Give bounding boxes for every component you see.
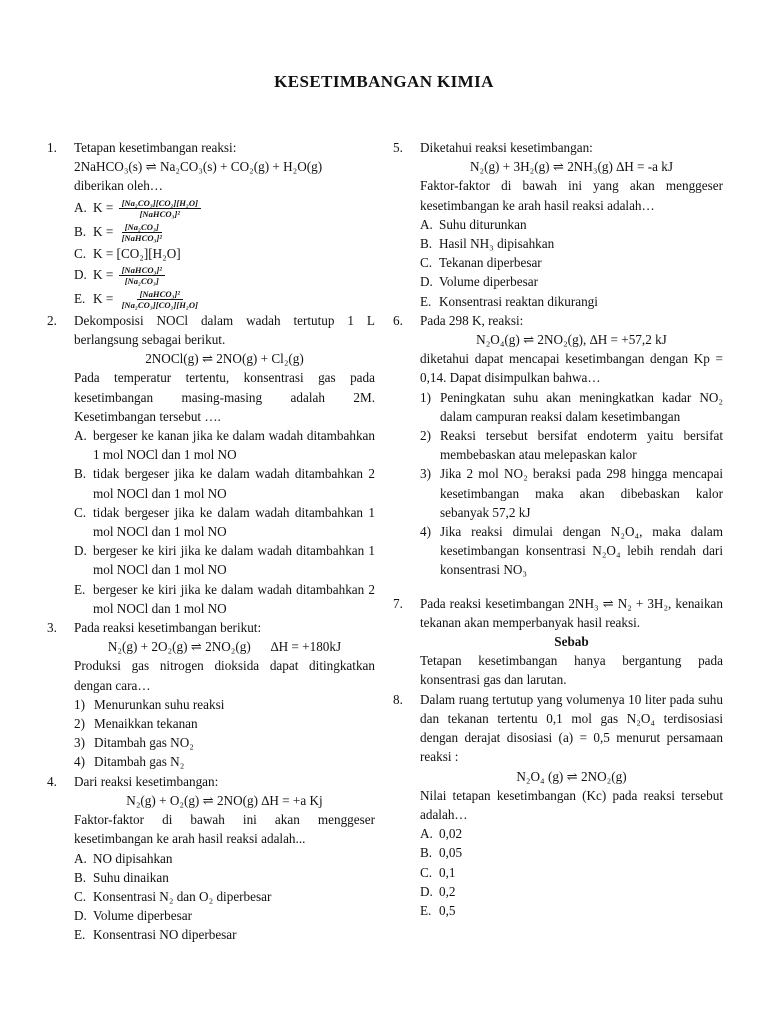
option-text: Menaikkan tekanan xyxy=(94,716,198,732)
option-text: Konsentrasi N₂ dan O₂ diperbesar xyxy=(93,888,272,904)
question-stem: Dari reaksi kesetimbangan: xyxy=(74,773,219,789)
option-a xyxy=(74,426,375,464)
fraction xyxy=(119,222,165,243)
fraction xyxy=(119,289,201,310)
question-8 xyxy=(393,690,723,920)
option-letter: E. xyxy=(74,927,86,943)
option-text: Konsentrasi reaktan dikurangi xyxy=(439,293,598,309)
option-text: bergeser ke kiri jika ke dalam wadah ditambahkan 1 mol NOCl dan 1 mol NO xyxy=(93,543,375,578)
fraction xyxy=(119,265,165,286)
fraction-numerator: [Na₂CO₃] xyxy=(122,222,162,233)
fraction-denominator: [Na₂CO₃][CO₂][H₂O] xyxy=(121,300,198,311)
option-text: bergeser ke kanan jika ke dalam wadah ditambahkan 1 mol NOCl dan 1 mol NO xyxy=(93,428,375,463)
option-letter: B. xyxy=(420,845,433,861)
reaction-equation: 2NaHCO₃(s) ⇌ Na₂CO₃(s) + CO₂(g) + H₂O(g) xyxy=(74,159,323,175)
option-letter: D. xyxy=(420,883,433,899)
option-a xyxy=(74,196,375,220)
option-text: 0,05 xyxy=(439,845,463,861)
question-stem: Pada reaksi kesetimbangan 2NH₃ ⇌ N₂ + 3H₂, kenaikan tekanan akan memperbanyak hasil reaksi. xyxy=(420,595,723,630)
option-e xyxy=(420,901,723,920)
option-letter: 3) xyxy=(420,466,431,482)
question-text: Nilai tetapan kesetimbangan (Kc) pada reaksi tersebut adalah… xyxy=(420,787,723,822)
option-text: Konsentrasi NO diperbesar xyxy=(93,927,237,943)
question-4 xyxy=(47,772,375,945)
option-e xyxy=(420,292,723,311)
option-letter: 4) xyxy=(74,754,85,770)
option-letter: A. xyxy=(74,428,87,444)
statement-1 xyxy=(74,695,375,714)
option-c xyxy=(74,244,375,263)
option-text: Menurunkan suhu reaksi xyxy=(94,696,225,712)
question-number: 7. xyxy=(393,595,403,611)
option-text: bergeser ke kiri jika ke dalam wadah ditambahkan 2 mol NOCl dan 1 mol NO xyxy=(93,581,375,616)
question-6 xyxy=(393,311,723,580)
statement-4 xyxy=(420,522,723,580)
option-text: NO dipisahkan xyxy=(93,850,173,866)
question-7 xyxy=(393,594,723,690)
question-stem: Pada 298 K, reaksi: xyxy=(420,312,524,328)
left-column xyxy=(47,138,375,945)
question-1 xyxy=(47,138,375,311)
option-text: Peningkatan suhu akan meningkatkan kadar NO₂ dalam campuran reaksi dalam kesetimbangan xyxy=(440,389,723,424)
option-letter: 1) xyxy=(420,389,431,405)
option-b xyxy=(74,220,375,244)
option-text: 0,5 xyxy=(439,902,456,918)
question-text: Pada temperatur tertentu, konsentrasi gas pada kesetimbangan masing-masing adalah 2M. Kesetimbangan tersebut …. xyxy=(74,370,375,424)
option-text: tidak bergeser jika ke dalam wadah ditambahkan 1 mol NOCl dan 1 mol NO xyxy=(93,504,375,540)
question-stem: Diketahui reaksi kesetimbangan: xyxy=(420,140,593,155)
option-text: Volume diperbesar xyxy=(439,274,539,290)
statement-2 xyxy=(74,714,375,733)
statement-3 xyxy=(74,733,375,752)
option-a xyxy=(420,215,723,234)
option-text: K = [CO₂][H₂O] xyxy=(93,245,181,261)
option-d xyxy=(74,263,375,287)
option-e xyxy=(74,925,375,944)
question-text: diketahui dapat mencapai kesetimbangan dengan Kp = 0,14. Dapat disimpulkan bahwa… xyxy=(420,351,723,386)
question-number: 4. xyxy=(47,773,57,789)
option-letter: A. xyxy=(420,826,433,842)
reaction-equation: N₂(g) + 3H₂(g) ⇌ 2NH₃(g) ∆H = -a kJ xyxy=(469,159,674,175)
option-b xyxy=(420,843,723,862)
option-text: Jika 2 mol NO₂ beraksi pada 298 hingga mencapai kesetimbangan maka akan dibebaskan kalor sebanyak 57,2 kJ xyxy=(440,466,723,520)
fraction-numerator: [NaHCO₃]² xyxy=(119,265,165,276)
right-column xyxy=(393,138,723,920)
option-d xyxy=(420,882,723,901)
option-letter: A. xyxy=(74,850,87,866)
option-letter: 4) xyxy=(420,524,431,540)
question-text: Produksi gas nitrogen dioksida dapat ditingkatkan dengan cara… xyxy=(74,658,375,693)
question-3 xyxy=(47,618,375,772)
question-number: 8. xyxy=(393,691,403,707)
option-letter: E. xyxy=(420,293,432,309)
option-text: Suhu dinaikan xyxy=(93,869,169,885)
question-stem: Tetapan kesetimbangan reaksi: xyxy=(74,140,237,155)
option-prefix: K = xyxy=(93,290,114,306)
option-c xyxy=(420,863,723,882)
option-letter: B. xyxy=(74,869,87,885)
reaction-equation: N₂(g) + O₂(g) ⇌ 2NO(g) ∆H = +a Kj xyxy=(126,792,323,808)
reaction-equation: N₂O₄(g) ⇌ 2NO₂(g), ∆H = +57,2 kJ xyxy=(476,332,667,348)
question-number: 5. xyxy=(393,140,403,155)
option-text: Suhu diturunkan xyxy=(439,216,527,232)
option-letter: 3) xyxy=(74,735,85,751)
reaction-equation: N₂O₄ (g) ⇌ 2NO₂(g) xyxy=(516,768,627,784)
reaction-equation: 2NOCl(g) ⇌ 2NO(g) + Cl₂(g) xyxy=(145,351,304,367)
question-text: diberikan oleh… xyxy=(74,178,163,194)
page-title: KESETIMBANGAN KIMIA xyxy=(274,72,494,91)
option-e xyxy=(74,287,375,311)
option-letter: 2) xyxy=(420,428,431,444)
question-number: 6. xyxy=(393,312,403,328)
option-text: 0,2 xyxy=(439,883,456,899)
option-letter: E. xyxy=(74,290,86,306)
option-letter: D. xyxy=(74,908,87,924)
option-letter: C. xyxy=(74,504,87,520)
spacer xyxy=(393,580,723,594)
option-letter: E. xyxy=(74,581,86,597)
option-c xyxy=(74,887,375,906)
option-c xyxy=(74,503,375,541)
option-text: tidak bergeser jika ke dalam wadah ditambahkan 2 mol NOCl dan 1 mol NO xyxy=(93,466,375,501)
fraction xyxy=(119,198,201,219)
option-text: Jika reaksi dimulai dengan N₂O₄, maka dalam kesetimbangan konsentrasi N₂O₄ lebih rendah dari konsentrasi NO₃ xyxy=(440,524,723,578)
option-text: Ditambah gas N₂ xyxy=(94,754,185,770)
option-letter: E. xyxy=(420,902,432,918)
option-c xyxy=(420,253,723,272)
fraction-denominator: [Na₂CO₃] xyxy=(124,276,159,287)
question-2 xyxy=(47,311,375,618)
option-text: Reaksi tersebut bersifat endoterm yaitu bersifat membebaskan atau melepaskan kalor xyxy=(440,428,723,463)
option-letter: C. xyxy=(420,255,433,271)
option-letter: D. xyxy=(74,543,87,559)
option-letter: 1) xyxy=(74,696,85,712)
question-text: Faktor-faktor di bawah ini akan menggeser kesetimbangan ke arah hasil reaksi adalah... xyxy=(74,812,375,847)
fraction-denominator: [NaHCO₃]² xyxy=(121,233,162,244)
question-stem: Pada reaksi kesetimbangan berikut: xyxy=(74,620,262,636)
option-d xyxy=(420,272,723,291)
option-e xyxy=(74,580,375,618)
question-5 xyxy=(393,138,723,311)
option-letter: A. xyxy=(420,216,433,232)
option-a xyxy=(420,824,723,843)
option-text: Ditambah gas NO₂ xyxy=(94,735,194,751)
fraction-numerator: [Na₂CO₃][CO₂][H₂O] xyxy=(119,198,201,209)
statement-3 xyxy=(420,464,723,522)
option-text: 0,02 xyxy=(439,826,463,842)
option-letter: A. xyxy=(74,199,87,215)
question-stem: Dalam ruang tertutup yang volumenya 10 liter pada suhu dan tekanan tertentu 0,1 mol gas N₂O₄ terdisosiasi dengan derajat disosiasi (a) = 0,5 menurut persamaan reaksi : xyxy=(420,691,723,765)
option-letter: C. xyxy=(420,864,433,880)
option-text: Tekanan diperbesar xyxy=(439,255,542,271)
fraction-denominator: [NaHCO₃]² xyxy=(139,209,180,220)
statement-2 xyxy=(420,426,723,464)
option-letter: D. xyxy=(420,274,433,290)
option-letter: C. xyxy=(74,888,87,904)
option-b xyxy=(420,234,723,253)
question-number: 3. xyxy=(47,620,57,636)
option-text: Hasil NH₃ dipisahkan xyxy=(439,236,555,252)
option-a xyxy=(74,849,375,868)
reason-text: Tetapan kesetimbangan hanya bergantung pada konsentrasi gas dan larutan. xyxy=(420,653,723,688)
option-text: 0,1 xyxy=(439,864,456,880)
option-d xyxy=(74,541,375,579)
option-prefix: K = xyxy=(93,266,114,282)
question-number: 1. xyxy=(47,140,57,155)
option-letter: 2) xyxy=(74,716,85,732)
question-text: Faktor-faktor di bawah ini yang akan menggeser kesetimbangan ke arah hasil reaksi adalah… xyxy=(420,178,723,213)
statement-4 xyxy=(74,752,375,771)
option-letter: C. xyxy=(74,245,87,261)
option-prefix: K = xyxy=(93,223,114,239)
statement-1 xyxy=(420,388,723,426)
sebab-label: Sebab xyxy=(554,634,589,650)
option-letter: B. xyxy=(74,466,87,482)
option-b xyxy=(74,464,375,502)
option-text: Volume diperbesar xyxy=(93,908,193,924)
question-stem: Dekomposisi NOCl dalam wadah tertutup 1 L berlangsung sebagai berikut. xyxy=(74,312,375,348)
option-letter: B. xyxy=(74,223,87,239)
reaction-equation: N₂(g) + 2O₂(g) ⇌ 2NO₂(g) ∆H = +180kJ xyxy=(107,639,342,655)
option-d xyxy=(74,906,375,925)
option-letter: D. xyxy=(74,266,87,282)
option-prefix: K = xyxy=(93,199,114,215)
fraction-numerator: [NaHCO₃]² xyxy=(137,289,183,300)
option-letter: B. xyxy=(420,236,433,252)
question-number: 2. xyxy=(47,312,57,328)
option-b xyxy=(74,868,375,887)
